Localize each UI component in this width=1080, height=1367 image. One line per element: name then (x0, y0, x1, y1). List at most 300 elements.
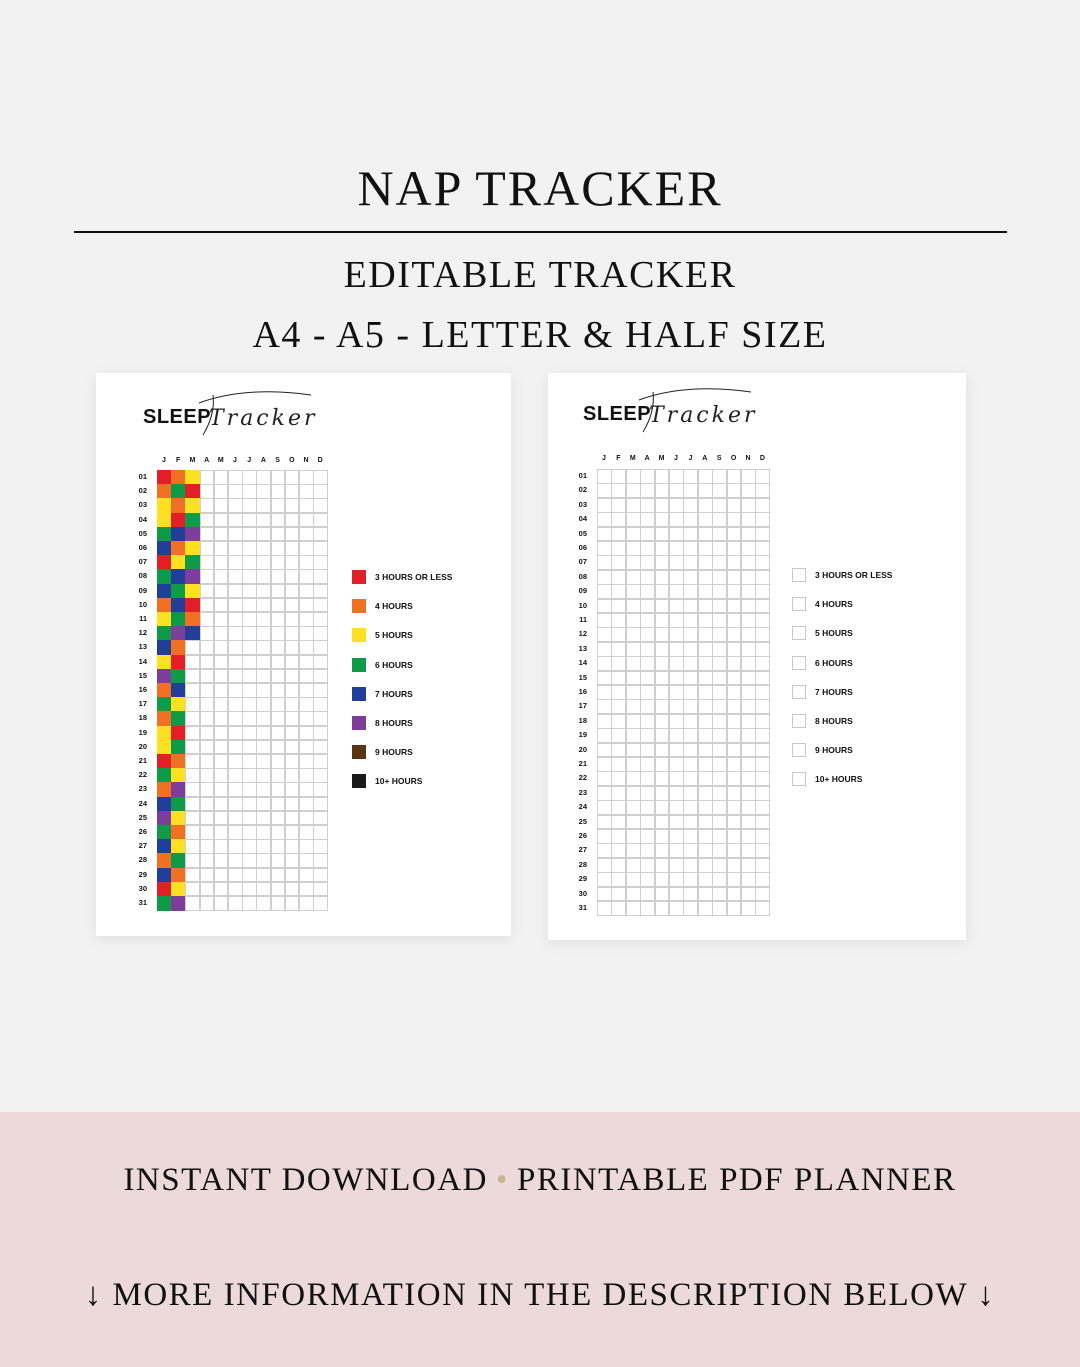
tracker-cell[interactable] (755, 872, 770, 887)
tracker-cell[interactable] (299, 825, 314, 840)
tracker-cell[interactable] (712, 483, 727, 498)
tracker-cell[interactable] (640, 656, 655, 671)
tracker-cell[interactable] (755, 527, 770, 542)
tracker-cell[interactable] (626, 728, 641, 743)
tracker-cell[interactable] (669, 527, 684, 542)
tracker-cell[interactable] (313, 853, 328, 868)
tracker-cell[interactable] (669, 584, 684, 599)
tracker-cell[interactable] (626, 469, 641, 484)
tracker-cell[interactable] (157, 640, 172, 655)
tracker-cell[interactable] (228, 697, 243, 712)
tracker-cell[interactable] (214, 768, 229, 783)
tracker-cell[interactable] (256, 569, 271, 584)
tracker-cell[interactable] (299, 584, 314, 599)
tracker-cell[interactable] (611, 728, 626, 743)
tracker-cell[interactable] (698, 800, 713, 815)
tracker-cell[interactable] (299, 612, 314, 627)
tracker-cell[interactable] (698, 555, 713, 570)
tracker-cell[interactable] (611, 800, 626, 815)
tracker-cell[interactable] (313, 640, 328, 655)
tracker-cell[interactable] (256, 726, 271, 741)
tracker-cell[interactable] (741, 656, 756, 671)
tracker-cell[interactable] (597, 843, 612, 858)
tracker-cell[interactable] (712, 901, 727, 916)
tracker-cell[interactable] (200, 598, 215, 613)
tracker-cell[interactable] (299, 782, 314, 797)
tracker-cell[interactable] (157, 612, 172, 627)
tracker-cell[interactable] (597, 815, 612, 830)
tracker-cell[interactable] (626, 512, 641, 527)
tracker-cell[interactable] (597, 771, 612, 786)
tracker-cell[interactable] (741, 469, 756, 484)
tracker-cell[interactable] (655, 843, 670, 858)
tracker-cell[interactable] (727, 555, 742, 570)
tracker-cell[interactable] (727, 671, 742, 686)
tracker-cell[interactable] (712, 685, 727, 700)
tracker-cell[interactable] (299, 853, 314, 868)
tracker-cell[interactable] (242, 853, 257, 868)
tracker-cell[interactable] (157, 555, 172, 570)
tracker-cell[interactable] (741, 613, 756, 628)
tracker-cell[interactable] (214, 896, 229, 911)
tracker-cell[interactable] (157, 584, 172, 599)
tracker-cell[interactable] (727, 570, 742, 585)
tracker-cell[interactable] (256, 896, 271, 911)
tracker-cell[interactable] (185, 811, 200, 826)
tracker-cell[interactable] (626, 584, 641, 599)
legend-checkbox[interactable] (792, 743, 806, 757)
tracker-cell[interactable] (712, 642, 727, 657)
tracker-cell[interactable] (712, 671, 727, 686)
tracker-cell[interactable] (597, 469, 612, 484)
tracker-cell[interactable] (200, 853, 215, 868)
tracker-cell[interactable] (698, 541, 713, 556)
tracker-cell[interactable] (727, 887, 742, 902)
tracker-cell[interactable] (741, 483, 756, 498)
tracker-cell[interactable] (683, 512, 698, 527)
tracker-cell[interactable] (755, 627, 770, 642)
tracker-cell[interactable] (712, 570, 727, 585)
tracker-cell[interactable] (597, 872, 612, 887)
tracker-cell[interactable] (712, 829, 727, 844)
tracker-cell[interactable] (171, 484, 186, 499)
tracker-cell[interactable] (242, 868, 257, 883)
tracker-cell[interactable] (200, 825, 215, 840)
tracker-cell[interactable] (626, 627, 641, 642)
tracker-cell[interactable] (200, 740, 215, 755)
tracker-cell[interactable] (313, 612, 328, 627)
tracker-cell[interactable] (256, 754, 271, 769)
tracker-cell[interactable] (727, 498, 742, 513)
tracker-cell[interactable] (256, 584, 271, 599)
tracker-cell[interactable] (655, 584, 670, 599)
tracker-cell[interactable] (157, 498, 172, 513)
tracker-cell[interactable] (655, 483, 670, 498)
tracker-cell[interactable] (755, 570, 770, 585)
tracker-cell[interactable] (611, 527, 626, 542)
tracker-cell[interactable] (171, 853, 186, 868)
tracker-cell[interactable] (683, 901, 698, 916)
tracker-cell[interactable] (683, 800, 698, 815)
tracker-cell[interactable] (655, 757, 670, 772)
tracker-cell[interactable] (727, 843, 742, 858)
tracker-cell[interactable] (640, 829, 655, 844)
tracker-cell[interactable] (214, 811, 229, 826)
tracker-cell[interactable] (313, 484, 328, 499)
tracker-cell[interactable] (611, 627, 626, 642)
tracker-cell[interactable] (200, 612, 215, 627)
tracker-cell[interactable] (228, 853, 243, 868)
tracker-cell[interactable] (727, 757, 742, 772)
tracker-cell[interactable] (256, 882, 271, 897)
tracker-cell[interactable] (299, 498, 314, 513)
tracker-cell[interactable] (299, 868, 314, 883)
tracker-cell[interactable] (313, 754, 328, 769)
tracker-cell[interactable] (256, 683, 271, 698)
tracker-cell[interactable] (712, 800, 727, 815)
tracker-cell[interactable] (200, 839, 215, 854)
tracker-cell[interactable] (299, 669, 314, 684)
tracker-cell[interactable] (171, 726, 186, 741)
tracker-cell[interactable] (683, 555, 698, 570)
tracker-cell[interactable] (626, 771, 641, 786)
tracker-cell[interactable] (200, 669, 215, 684)
tracker-cell[interactable] (256, 513, 271, 528)
tracker-cell[interactable] (655, 570, 670, 585)
tracker-cell[interactable] (299, 527, 314, 542)
tracker-cell[interactable] (698, 498, 713, 513)
tracker-cell[interactable] (741, 887, 756, 902)
tracker-cell[interactable] (313, 683, 328, 698)
tracker-cell[interactable] (669, 757, 684, 772)
tracker-cell[interactable] (171, 612, 186, 627)
tracker-cell[interactable] (712, 743, 727, 758)
tracker-cell[interactable] (285, 555, 300, 570)
tracker-cell[interactable] (611, 642, 626, 657)
tracker-cell[interactable] (727, 483, 742, 498)
tracker-cell[interactable] (626, 671, 641, 686)
tracker-cell[interactable] (611, 872, 626, 887)
tracker-cell[interactable] (242, 754, 257, 769)
tracker-cell[interactable] (597, 555, 612, 570)
tracker-cell[interactable] (242, 541, 257, 556)
tracker-cell[interactable] (256, 640, 271, 655)
tracker-cell[interactable] (313, 839, 328, 854)
tracker-cell[interactable] (640, 570, 655, 585)
tracker-cell[interactable] (242, 484, 257, 499)
tracker-cell[interactable] (741, 815, 756, 830)
tracker-cell[interactable] (285, 726, 300, 741)
tracker-cell[interactable] (285, 484, 300, 499)
tracker-cell[interactable] (683, 743, 698, 758)
tracker-cell[interactable] (755, 743, 770, 758)
tracker-cell[interactable] (157, 626, 172, 641)
tracker-cell[interactable] (171, 640, 186, 655)
tracker-cell[interactable] (611, 541, 626, 556)
tracker-cell[interactable] (698, 656, 713, 671)
tracker-cell[interactable] (597, 829, 612, 844)
tracker-cell[interactable] (185, 527, 200, 542)
tracker-cell[interactable] (755, 685, 770, 700)
tracker-cell[interactable] (313, 626, 328, 641)
tracker-cell[interactable] (200, 782, 215, 797)
tracker-cell[interactable] (727, 527, 742, 542)
tracker-cell[interactable] (727, 541, 742, 556)
tracker-cell[interactable] (171, 839, 186, 854)
tracker-cell[interactable] (185, 655, 200, 670)
tracker-cell[interactable] (755, 757, 770, 772)
tracker-cell[interactable] (185, 726, 200, 741)
tracker-cell[interactable] (683, 483, 698, 498)
tracker-cell[interactable] (228, 626, 243, 641)
tracker-cell[interactable] (655, 743, 670, 758)
tracker-cell[interactable] (741, 699, 756, 714)
tracker-cell[interactable] (640, 786, 655, 801)
tracker-cell[interactable] (626, 613, 641, 628)
tracker-cell[interactable] (712, 541, 727, 556)
tracker-cell[interactable] (611, 512, 626, 527)
tracker-cell[interactable] (712, 815, 727, 830)
tracker-cell[interactable] (256, 811, 271, 826)
tracker-cell[interactable] (313, 669, 328, 684)
tracker-cell[interactable] (200, 569, 215, 584)
tracker-cell[interactable] (185, 882, 200, 897)
tracker-cell[interactable] (285, 527, 300, 542)
tracker-cell[interactable] (256, 555, 271, 570)
tracker-cell[interactable] (698, 858, 713, 873)
tracker-cell[interactable] (669, 728, 684, 743)
tracker-cell[interactable] (611, 555, 626, 570)
tracker-cell[interactable] (271, 498, 286, 513)
tracker-cell[interactable] (271, 555, 286, 570)
tracker-cell[interactable] (683, 599, 698, 614)
tracker-cell[interactable] (626, 527, 641, 542)
tracker-cell[interactable] (698, 829, 713, 844)
tracker-cell[interactable] (214, 498, 229, 513)
tracker-cell[interactable] (271, 598, 286, 613)
tracker-cell[interactable] (683, 498, 698, 513)
tracker-cell[interactable] (313, 726, 328, 741)
tracker-cell[interactable] (285, 683, 300, 698)
tracker-cell[interactable] (313, 513, 328, 528)
tracker-cell[interactable] (626, 699, 641, 714)
tracker-cell[interactable] (228, 754, 243, 769)
tracker-cell[interactable] (214, 598, 229, 613)
tracker-cell[interactable] (228, 896, 243, 911)
tracker-cell[interactable] (655, 786, 670, 801)
tracker-cell[interactable] (185, 669, 200, 684)
tracker-cell[interactable] (228, 470, 243, 485)
tracker-cell[interactable] (655, 527, 670, 542)
tracker-cell[interactable] (597, 527, 612, 542)
tracker-cell[interactable] (200, 484, 215, 499)
tracker-cell[interactable] (200, 882, 215, 897)
tracker-cell[interactable] (727, 613, 742, 628)
tracker-cell[interactable] (611, 483, 626, 498)
tracker-cell[interactable] (157, 697, 172, 712)
tracker-cell[interactable] (755, 771, 770, 786)
tracker-cell[interactable] (228, 882, 243, 897)
tracker-cell[interactable] (640, 771, 655, 786)
tracker-cell[interactable] (640, 642, 655, 657)
tracker-cell[interactable] (640, 555, 655, 570)
tracker-cell[interactable] (683, 786, 698, 801)
tracker-cell[interactable] (741, 771, 756, 786)
tracker-cell[interactable] (313, 569, 328, 584)
tracker-cell[interactable] (698, 714, 713, 729)
tracker-cell[interactable] (299, 655, 314, 670)
tracker-cell[interactable] (741, 599, 756, 614)
tracker-cell[interactable] (597, 786, 612, 801)
tracker-cell[interactable] (256, 697, 271, 712)
legend-checkbox[interactable] (792, 685, 806, 699)
tracker-cell[interactable] (214, 711, 229, 726)
tracker-cell[interactable] (655, 887, 670, 902)
tracker-cell[interactable] (171, 498, 186, 513)
tracker-cell[interactable] (712, 498, 727, 513)
tracker-cell[interactable] (285, 825, 300, 840)
tracker-cell[interactable] (741, 512, 756, 527)
tracker-cell[interactable] (242, 626, 257, 641)
tracker-cell[interactable] (727, 714, 742, 729)
tracker-cell[interactable] (313, 711, 328, 726)
tracker-cell[interactable] (285, 839, 300, 854)
legend-checkbox[interactable] (792, 714, 806, 728)
tracker-cell[interactable] (683, 887, 698, 902)
tracker-cell[interactable] (640, 815, 655, 830)
tracker-cell[interactable] (171, 584, 186, 599)
tracker-cell[interactable] (271, 726, 286, 741)
tracker-cell[interactable] (313, 882, 328, 897)
tracker-cell[interactable] (242, 711, 257, 726)
tracker-cell[interactable] (271, 868, 286, 883)
tracker-cell[interactable] (157, 484, 172, 499)
tracker-cell[interactable] (655, 541, 670, 556)
tracker-cell[interactable] (171, 513, 186, 528)
tracker-cell[interactable] (228, 782, 243, 797)
tracker-cell[interactable] (171, 825, 186, 840)
tracker-cell[interactable] (200, 868, 215, 883)
tracker-cell[interactable] (185, 584, 200, 599)
tracker-cell[interactable] (640, 901, 655, 916)
tracker-cell[interactable] (712, 555, 727, 570)
tracker-cell[interactable] (228, 825, 243, 840)
tracker-cell[interactable] (256, 839, 271, 854)
tracker-cell[interactable] (242, 513, 257, 528)
tracker-cell[interactable] (611, 829, 626, 844)
tracker-cell[interactable] (242, 768, 257, 783)
tracker-cell[interactable] (214, 782, 229, 797)
tracker-cell[interactable] (242, 527, 257, 542)
tracker-cell[interactable] (755, 714, 770, 729)
tracker-cell[interactable] (669, 858, 684, 873)
tracker-cell[interactable] (727, 469, 742, 484)
tracker-cell[interactable] (640, 541, 655, 556)
tracker-cell[interactable] (712, 656, 727, 671)
tracker-cell[interactable] (611, 786, 626, 801)
tracker-cell[interactable] (669, 685, 684, 700)
tracker-cell[interactable] (698, 872, 713, 887)
tracker-cell[interactable] (669, 743, 684, 758)
tracker-cell[interactable] (683, 872, 698, 887)
tracker-cell[interactable] (157, 782, 172, 797)
tracker-cell[interactable] (185, 797, 200, 812)
tracker-cell[interactable] (285, 584, 300, 599)
tracker-cell[interactable] (626, 829, 641, 844)
tracker-cell[interactable] (299, 711, 314, 726)
tracker-cell[interactable] (157, 740, 172, 755)
tracker-cell[interactable] (171, 598, 186, 613)
tracker-cell[interactable] (228, 527, 243, 542)
tracker-cell[interactable] (171, 896, 186, 911)
tracker-cell[interactable] (626, 743, 641, 758)
tracker-cell[interactable] (214, 868, 229, 883)
tracker-cell[interactable] (271, 484, 286, 499)
tracker-cell[interactable] (299, 811, 314, 826)
tracker-cell[interactable] (242, 811, 257, 826)
tracker-cell[interactable] (285, 513, 300, 528)
tracker-cell[interactable] (313, 541, 328, 556)
tracker-cell[interactable] (755, 541, 770, 556)
tracker-cell[interactable] (611, 498, 626, 513)
tracker-cell[interactable] (727, 743, 742, 758)
tracker-cell[interactable] (171, 782, 186, 797)
tracker-cell[interactable] (683, 858, 698, 873)
tracker-cell[interactable] (655, 469, 670, 484)
tracker-cell[interactable] (285, 541, 300, 556)
tracker-cell[interactable] (228, 811, 243, 826)
tracker-cell[interactable] (285, 640, 300, 655)
tracker-cell[interactable] (640, 613, 655, 628)
tracker-cell[interactable] (727, 642, 742, 657)
tracker-cell[interactable] (313, 782, 328, 797)
tracker-cell[interactable] (727, 584, 742, 599)
tracker-cell[interactable] (299, 768, 314, 783)
tracker-cell[interactable] (741, 829, 756, 844)
tracker-cell[interactable] (313, 740, 328, 755)
tracker-cell[interactable] (299, 839, 314, 854)
tracker-cell[interactable] (698, 570, 713, 585)
tracker-cell[interactable] (640, 599, 655, 614)
tracker-cell[interactable] (157, 811, 172, 826)
tracker-cell[interactable] (669, 570, 684, 585)
tracker-cell[interactable] (256, 541, 271, 556)
tracker-cell[interactable] (712, 728, 727, 743)
tracker-cell[interactable] (200, 797, 215, 812)
tracker-cell[interactable] (669, 642, 684, 657)
tracker-cell[interactable] (669, 887, 684, 902)
tracker-cell[interactable] (597, 901, 612, 916)
tracker-cell[interactable] (228, 484, 243, 499)
tracker-cell[interactable] (299, 797, 314, 812)
tracker-cell[interactable] (669, 671, 684, 686)
tracker-cell[interactable] (185, 612, 200, 627)
tracker-cell[interactable] (157, 513, 172, 528)
tracker-cell[interactable] (171, 811, 186, 826)
tracker-cell[interactable] (741, 685, 756, 700)
tracker-cell[interactable] (171, 754, 186, 769)
tracker-cell[interactable] (214, 541, 229, 556)
tracker-cell[interactable] (285, 782, 300, 797)
tracker-cell[interactable] (626, 901, 641, 916)
tracker-cell[interactable] (669, 656, 684, 671)
legend-checkbox[interactable] (792, 656, 806, 670)
tracker-cell[interactable] (171, 470, 186, 485)
tracker-cell[interactable] (285, 598, 300, 613)
tracker-cell[interactable] (597, 498, 612, 513)
tracker-cell[interactable] (271, 797, 286, 812)
tracker-cell[interactable] (640, 483, 655, 498)
